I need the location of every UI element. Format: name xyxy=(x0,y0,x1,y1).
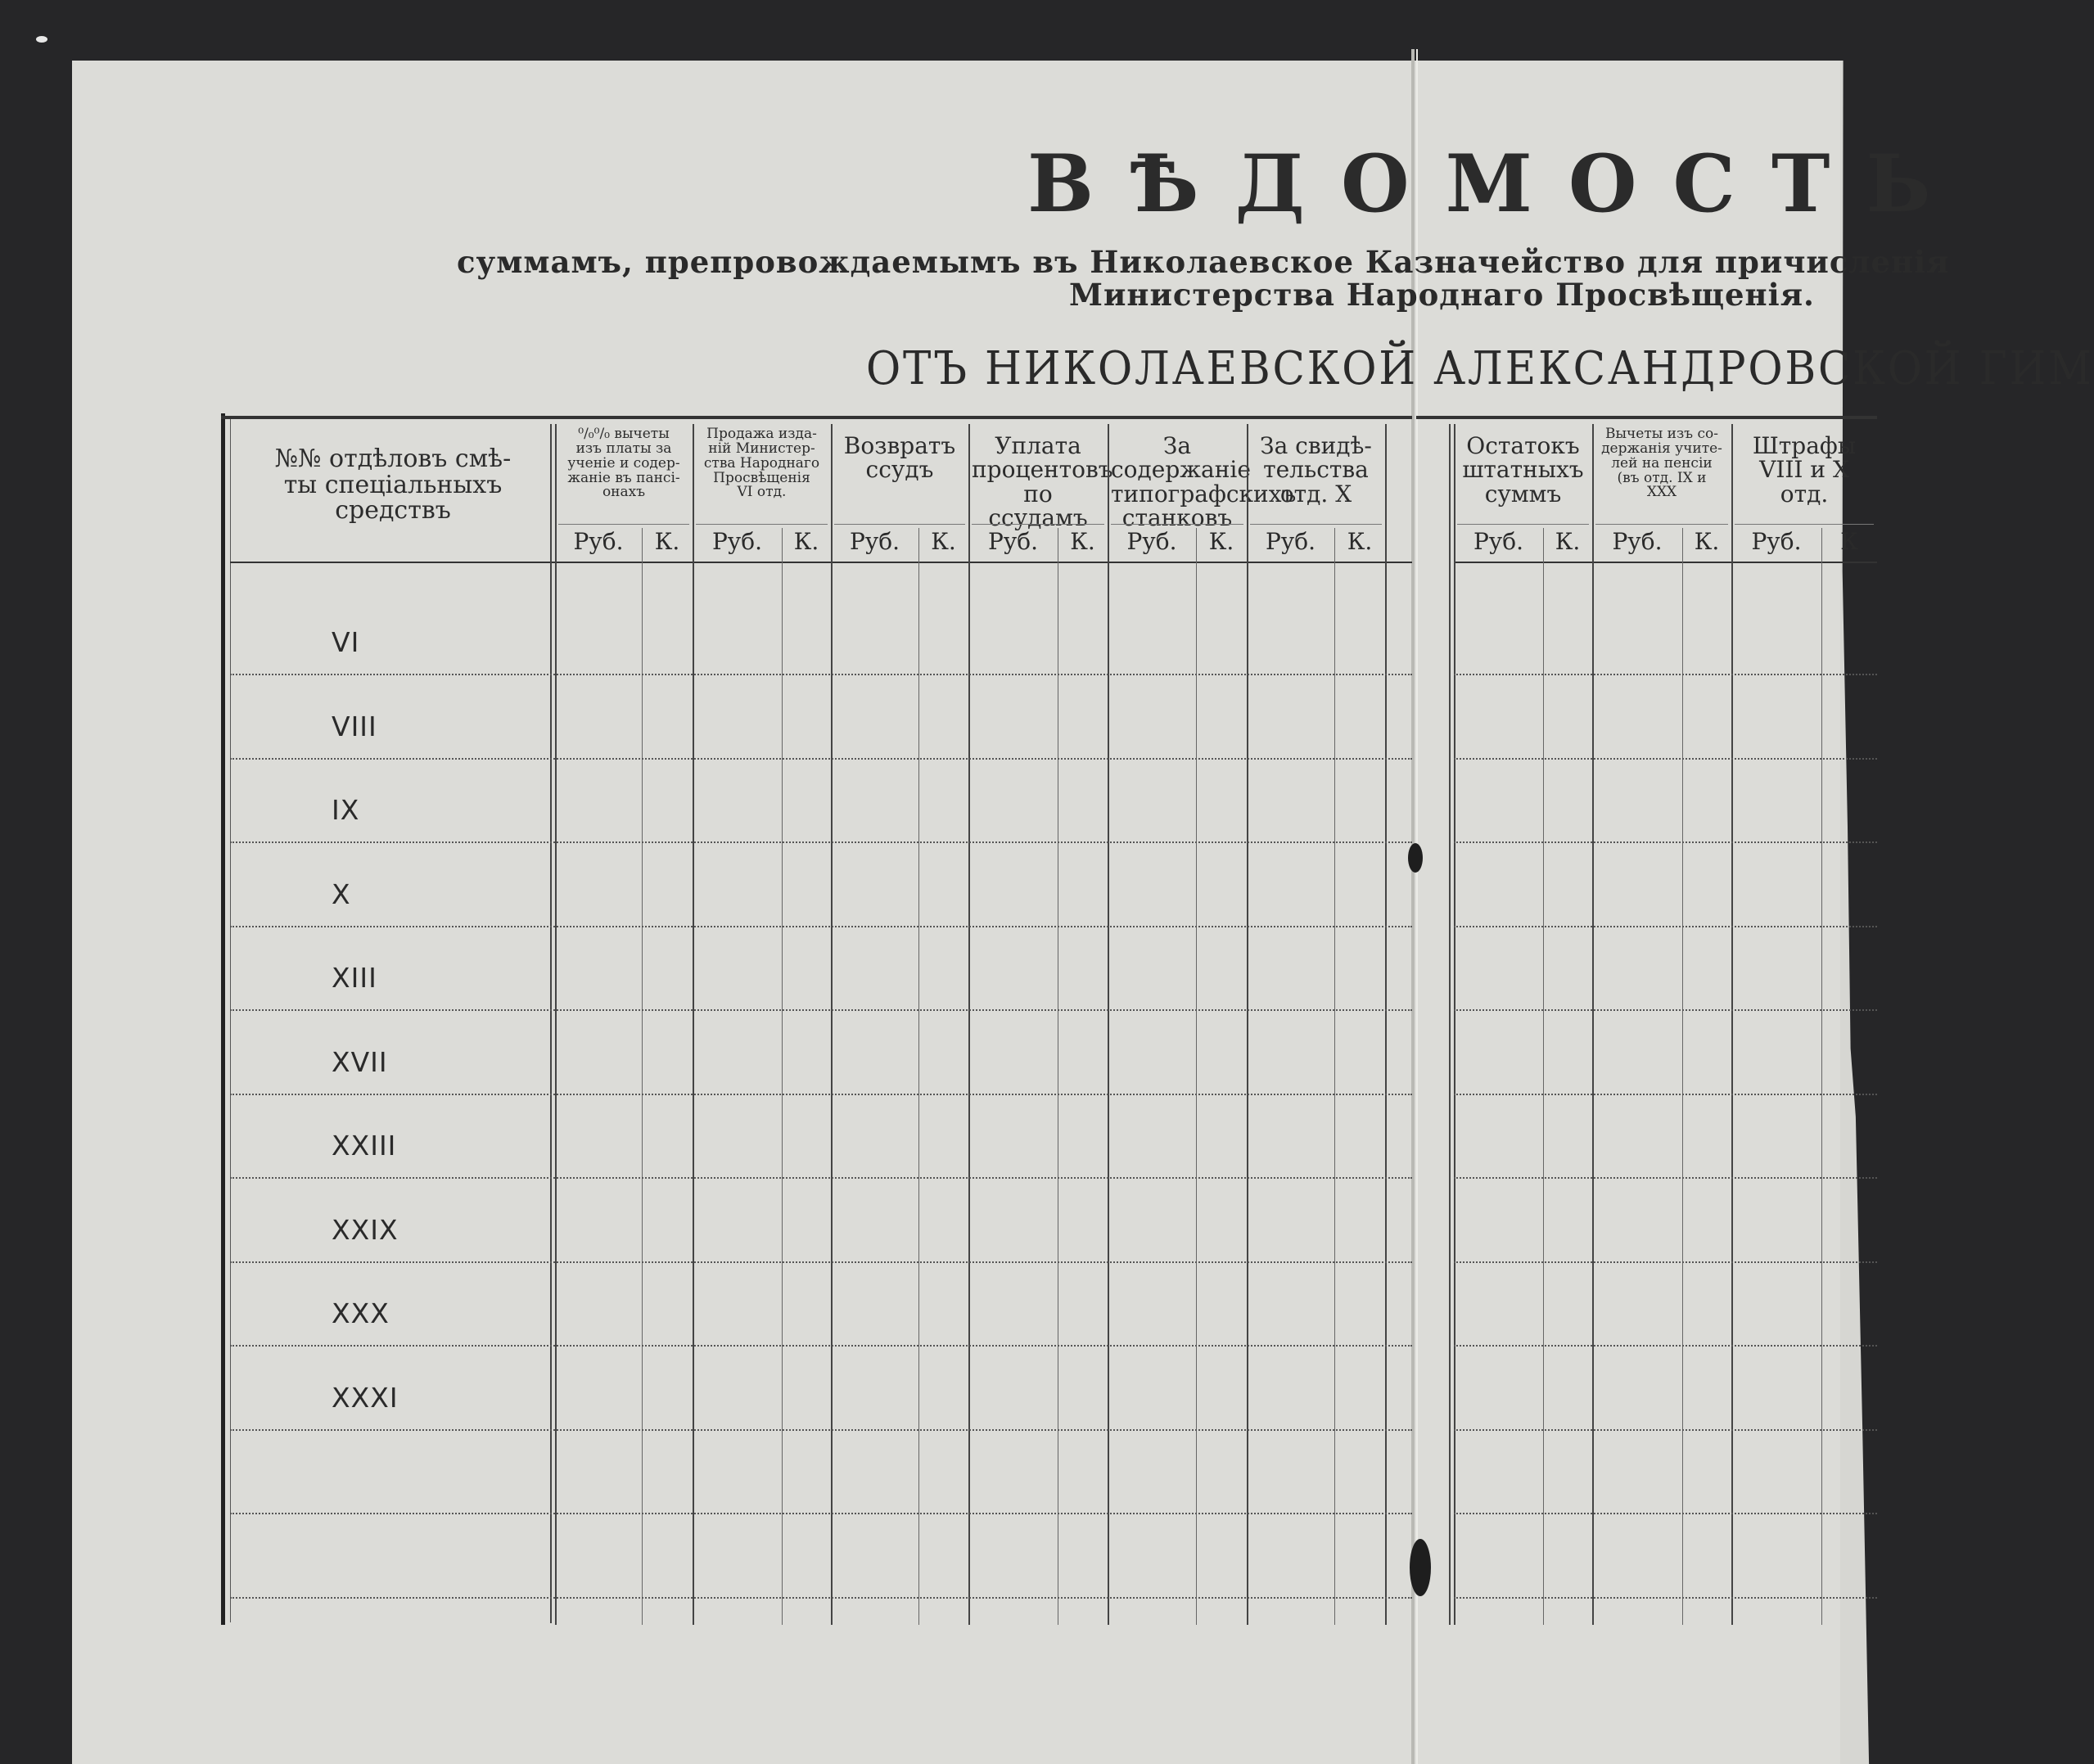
document-title: ВѢДОМОСТЬ xyxy=(1027,138,1967,230)
column-header-rule xyxy=(1735,524,1874,525)
column-border xyxy=(693,424,694,1625)
rub-kop-divider xyxy=(1821,528,1822,1625)
column-border xyxy=(831,424,833,1625)
row-separator-right xyxy=(1454,758,1877,760)
row-label-10: XXXI xyxy=(332,1381,399,1414)
rub-kop-divider xyxy=(642,528,643,1625)
row-label-8: XXIX xyxy=(332,1213,399,1246)
rub-kop-divider xyxy=(782,528,783,1625)
row-separator-right xyxy=(1454,926,1877,927)
rub-subheader: Руб. xyxy=(1265,528,1316,555)
header-separator-right xyxy=(1454,562,1877,563)
rub-subheader: Руб. xyxy=(573,528,624,555)
column-header-4: Уплата процентовъ по ссудамъ xyxy=(972,432,1113,532)
column-header-9: Штрафы VIII и X отд. xyxy=(1752,432,1857,508)
row-separator xyxy=(230,1094,1412,1095)
rub-subheader: Руб. xyxy=(1751,528,1802,555)
rub-subheader: Руб. xyxy=(1612,528,1663,555)
column-header-rule xyxy=(1250,524,1382,525)
row-label-1: VI xyxy=(332,626,360,658)
kop-subheader: К. xyxy=(1694,528,1720,555)
column-header-1: ⁰/₀⁰/₀ вычеты изъ платы за ученіе и содер- жаніе въ пансі- онахъ xyxy=(567,426,680,501)
table-top-border xyxy=(221,416,1412,419)
first-column-header: №№ отдѣловъ смѣ- ты спеціальныхъ средствъ xyxy=(274,444,512,525)
column-border xyxy=(1592,424,1594,1625)
first-column-divider xyxy=(550,424,552,1623)
column-header-7: Остатокъ штатныхъ суммъ xyxy=(1462,432,1584,508)
column-header-rule xyxy=(696,524,828,525)
kop-subheader: К. xyxy=(654,528,680,555)
row-separator-right xyxy=(1454,1597,1877,1599)
row-separator xyxy=(230,1177,1412,1179)
row-separator xyxy=(230,758,1412,760)
kop-subheader: К xyxy=(1840,528,1858,555)
row-separator-right xyxy=(1454,1009,1877,1011)
rub-subheader: Руб. xyxy=(711,528,763,555)
kop-subheader: К. xyxy=(1208,528,1234,555)
column-header-rule xyxy=(1595,524,1728,525)
row-label-7: XXIII xyxy=(332,1130,397,1162)
document-subtitle-line-1: суммамъ, препровождаемымъ въ Николаевское Казначейство для причисленія xyxy=(457,244,1950,280)
rub-subheader: Руб. xyxy=(1473,528,1524,555)
column-header-5: За содержаніе типографскихъ станковъ xyxy=(1111,432,1297,532)
row-separator xyxy=(230,1429,1412,1431)
kop-subheader: К. xyxy=(793,528,819,555)
row-separator-right xyxy=(1454,1094,1877,1095)
rub-kop-divider xyxy=(1196,528,1197,1625)
column-header-8: Вычеты изъ со- держанія учите- лей на пенсіи (въ отд. IX и XXX xyxy=(1601,426,1722,501)
row-label-6: XVII xyxy=(332,1045,388,1078)
column-header-rule xyxy=(558,524,689,525)
row-separator-right xyxy=(1454,1513,1877,1514)
row-label-3: IX xyxy=(332,794,360,826)
kop-subheader: К. xyxy=(1347,528,1373,555)
row-separator xyxy=(230,841,1412,843)
rub-kop-divider xyxy=(1682,528,1683,1625)
column-border xyxy=(968,424,970,1625)
rub-kop-divider xyxy=(1334,528,1335,1625)
kop-subheader: К. xyxy=(1070,528,1095,555)
rub-kop-divider xyxy=(918,528,919,1625)
row-label-4: X xyxy=(332,877,351,910)
column-header-rule xyxy=(834,524,965,525)
column-border xyxy=(1454,424,1455,1625)
right-block-border xyxy=(1385,424,1387,1625)
row-separator-right xyxy=(1454,1177,1877,1179)
rub-subheader: Руб. xyxy=(987,528,1039,555)
row-label-5: XIII xyxy=(332,962,377,994)
column-header-rule xyxy=(1457,524,1589,525)
column-border xyxy=(1108,424,1109,1625)
row-separator xyxy=(230,926,1412,927)
row-separator-right xyxy=(1454,1345,1877,1347)
rub-subheader: Руб. xyxy=(849,528,900,555)
row-separator-right xyxy=(1454,674,1877,675)
row-separator xyxy=(230,1009,1412,1011)
row-separator xyxy=(230,1597,1412,1599)
column-header-rule xyxy=(972,524,1104,525)
kop-subheader: К. xyxy=(931,528,956,555)
document-subtitle-line-2: Министерства Народнаго Просвѣщенія. xyxy=(1069,277,1815,313)
row-label-9: XXX xyxy=(332,1297,390,1329)
column-header-2: Продажа изда- ній Министер- ства Народнаго Просвѣщенія VI отд. xyxy=(703,426,820,501)
header-separator xyxy=(230,562,1412,563)
row-separator-right xyxy=(1454,841,1877,843)
table-left-border xyxy=(221,413,225,1625)
row-separator xyxy=(230,1513,1412,1514)
column-header-rule xyxy=(1111,524,1243,525)
kop-subheader: К. xyxy=(1555,528,1581,555)
issuer-line: ОТЪ НИКОЛАЕВСКОЙ АЛЕКСАНДРОВСКОЙ ГИМ xyxy=(866,342,2094,395)
row-label-2: VIII xyxy=(332,710,377,742)
row-separator-right xyxy=(1454,1261,1877,1263)
column-border xyxy=(1247,424,1248,1625)
table-top-border-right xyxy=(1416,416,1877,419)
column-border xyxy=(1731,424,1733,1625)
rub-subheader: Руб. xyxy=(1126,528,1177,555)
row-separator xyxy=(230,674,1412,675)
column-header-6: За свидѣ- тельства отд. X xyxy=(1260,432,1372,508)
table-left-border-inner xyxy=(230,419,231,1622)
row-separator xyxy=(230,1261,1412,1263)
column-header-3: Возвратъ ссудъ xyxy=(843,432,956,484)
row-separator-right xyxy=(1454,1429,1877,1431)
right-block-left-border xyxy=(1449,424,1451,1625)
rub-kop-divider xyxy=(1543,528,1544,1625)
column-border xyxy=(555,424,557,1625)
row-separator xyxy=(230,1345,1412,1347)
